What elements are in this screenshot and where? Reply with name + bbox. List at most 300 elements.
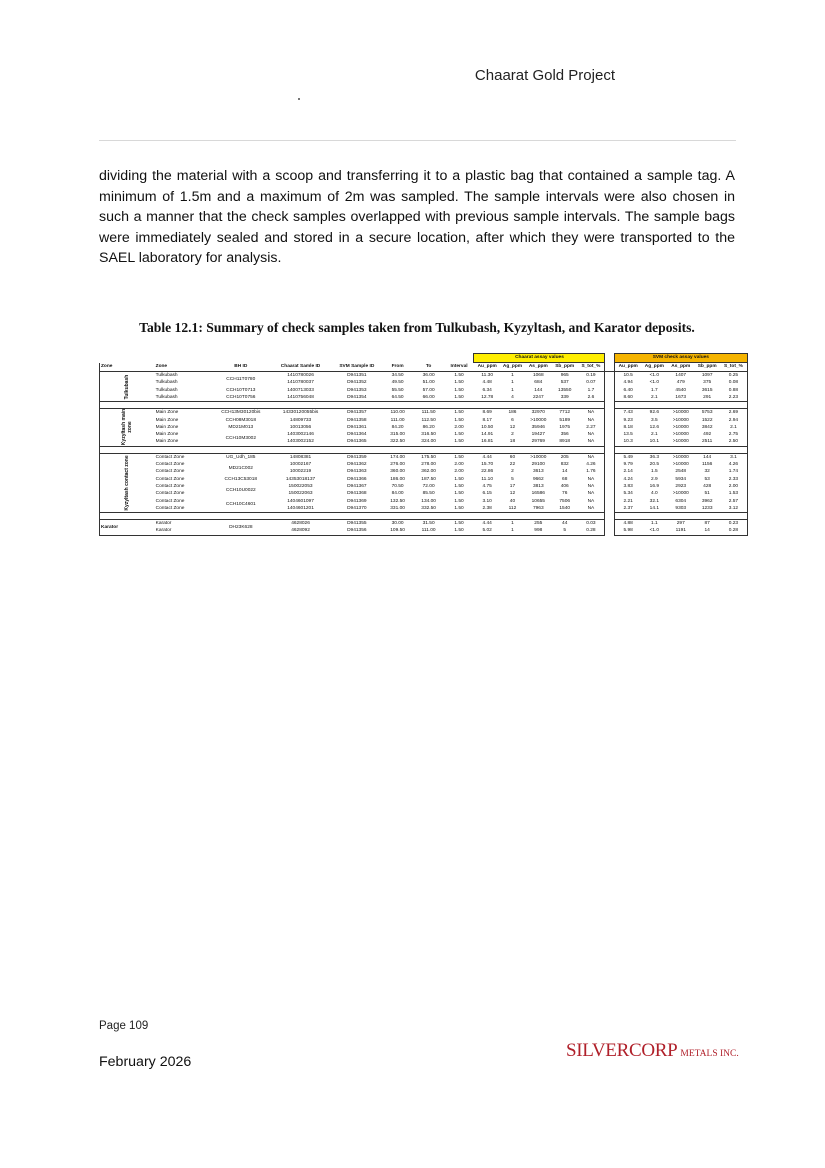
value-cell: 6 xyxy=(511,417,514,423)
value-cell: 1.50 xyxy=(444,505,474,513)
zone-name-cell: Tulkubash xyxy=(155,394,212,402)
table-spacer-cell xyxy=(332,402,383,409)
value-cell: 66.00 xyxy=(413,394,444,402)
value-cell: 1.1 xyxy=(642,520,667,528)
column-header: Sb_ppm xyxy=(552,363,577,372)
value-cell: 14330120055bis xyxy=(270,409,332,417)
value-cell: D941362 xyxy=(347,462,367,468)
table-spacer-cell xyxy=(720,513,748,520)
value-cell: 3.1 xyxy=(720,453,748,461)
table-spacer-row xyxy=(100,513,748,520)
column-header: Sb_ppm xyxy=(695,363,720,372)
zone-name-cell: Contact Zone xyxy=(155,476,185,482)
column-header: To xyxy=(413,363,444,372)
value-cell: 1191 xyxy=(667,527,695,535)
value-cell: 2.27 xyxy=(577,424,605,431)
value-cell: 4.44 xyxy=(474,520,500,528)
value-cell: 3.10 xyxy=(482,498,492,504)
zone-group-label: Kyzyltash main zone xyxy=(121,409,134,446)
value-cell: 84.20 xyxy=(391,424,404,430)
zone-group-cell xyxy=(100,453,155,512)
table-row xyxy=(100,409,748,417)
value-cell: 1.50 xyxy=(454,498,464,504)
silvercorp-logo xyxy=(566,1040,739,1062)
value-cell: 324.00 xyxy=(413,438,444,446)
value-cell: 1.74 xyxy=(720,468,748,475)
value-cell: 6.34 xyxy=(482,387,492,393)
value-cell: 362.00 xyxy=(421,469,436,475)
table-spacer-cell xyxy=(695,446,720,453)
value-cell: 5 xyxy=(552,527,577,535)
value-cell: 44 xyxy=(552,520,577,528)
value-cell: 1.50 xyxy=(454,483,464,489)
check-samples-table xyxy=(99,353,748,536)
value-cell: 20.5 xyxy=(649,462,660,468)
value-cell: 8918 xyxy=(552,438,577,446)
value-cell: 16.9 xyxy=(649,483,660,489)
table-gap-cell xyxy=(605,379,614,386)
table-spacer-cell xyxy=(577,513,605,520)
value-cell: 2.00 xyxy=(720,483,748,490)
bh-id-cell: CCH10T0756 xyxy=(212,394,269,402)
bh-id-cell: DH23K628 xyxy=(212,520,269,536)
value-cell: 7.43 xyxy=(614,409,642,417)
table-spacer-cell xyxy=(525,402,553,409)
value-cell: 297 xyxy=(667,520,695,528)
value-cell: 144 xyxy=(534,387,543,393)
column-header: Ag_ppm xyxy=(500,363,524,372)
header-divider xyxy=(99,140,736,141)
value-cell: 1540 xyxy=(552,505,577,513)
bh-id-cell: CCH11T0780 xyxy=(212,372,269,387)
value-cell: 0.25 xyxy=(720,372,748,380)
value-cell: 0.19 xyxy=(577,372,605,380)
zone-name-cell: Contact Zone xyxy=(155,453,212,461)
table-gap-cell xyxy=(605,468,614,475)
value-cell: 1404601097 xyxy=(287,498,314,504)
value-cell: 16.81 xyxy=(474,438,500,446)
value-cell: NA xyxy=(577,476,605,483)
table-spacer-cell xyxy=(605,446,614,453)
table-spacer-cell xyxy=(100,402,155,409)
table-row xyxy=(100,527,748,535)
value-cell: 84.00 xyxy=(391,491,404,497)
value-cell: 17 xyxy=(509,483,516,489)
value-cell: >10000 xyxy=(667,409,695,417)
logo-sub-text: METALS INC. xyxy=(680,1049,739,1059)
table-gap-cell xyxy=(605,476,614,483)
value-cell: 10655 xyxy=(531,498,545,504)
zone-name-cell: Contact Zone xyxy=(155,483,185,489)
value-cell: >10000 xyxy=(672,417,689,423)
value-cell: NA xyxy=(577,438,605,446)
table-spacer-cell xyxy=(667,402,695,409)
value-cell: 10013056 xyxy=(289,424,312,430)
value-cell: 57.00 xyxy=(422,387,435,393)
value-cell: 174.00 xyxy=(382,453,413,461)
value-cell: 2923 xyxy=(675,483,687,489)
value-cell: D941353 xyxy=(347,387,367,393)
value-cell: 4628026 xyxy=(270,520,332,528)
value-cell: 4540 xyxy=(675,387,687,393)
value-cell: D941363 xyxy=(347,469,367,475)
bh-id-cell: CCH10T0713 xyxy=(226,387,256,393)
value-cell: 8.69 xyxy=(474,409,500,417)
zone-name-cell: Main Zone xyxy=(155,417,179,423)
value-cell: 2.94 xyxy=(720,416,748,423)
table-gap-cell xyxy=(605,416,614,423)
value-cell: 360.00 xyxy=(390,469,405,475)
value-cell: 4.26 xyxy=(720,461,748,468)
value-cell: 12.6 xyxy=(649,424,660,430)
value-cell: 9662 xyxy=(532,476,544,482)
value-cell: D941359 xyxy=(332,453,383,461)
value-cell: 110.00 xyxy=(382,409,413,417)
value-cell: 14353018137 xyxy=(285,476,316,482)
bh-id-cell: CCH13M30120bis xyxy=(212,409,269,417)
value-cell: 32.1 xyxy=(649,498,660,504)
value-cell: 2.38 xyxy=(474,505,500,513)
table-spacer-cell xyxy=(444,402,474,409)
value-cell: 186 xyxy=(500,409,524,417)
table-spacer-cell xyxy=(500,402,524,409)
value-cell: 70.50 xyxy=(391,483,404,489)
table-gap-cell xyxy=(605,394,614,402)
table-spacer-cell xyxy=(444,446,474,453)
table-spacer-cell xyxy=(155,446,212,453)
value-cell: >10000 xyxy=(672,424,689,430)
value-cell: 7506 xyxy=(559,498,571,504)
value-cell: 92.6 xyxy=(642,409,667,417)
value-cell: 9.23 xyxy=(614,416,642,423)
value-cell: 406 xyxy=(560,483,569,489)
value-cell: 12 xyxy=(509,424,516,430)
zone-name-cell: Tulkubash xyxy=(155,380,178,386)
table-spacer-cell xyxy=(444,513,474,520)
samples-grid xyxy=(99,353,748,536)
table-spacer-cell xyxy=(605,513,614,520)
value-cell: 112.50 xyxy=(421,417,436,423)
value-cell: 12 xyxy=(509,491,516,497)
zone-name-cell: Main Zone xyxy=(155,424,179,430)
value-cell: 2548 xyxy=(675,469,687,475)
table-spacer-cell xyxy=(605,402,614,409)
body-paragraph: dividing the material with a scoop and transferring it to a plastic bag that contained a sample tag. A minimum of 1.5m and a maximum of 2m was sampled. The sample intervals were also chosen in such a manner that the check samples overlapped with previous sample intervals. The sample bags were immediately sealed and stored in a secure location, after which they were transported to the SAEL laboratory for analysis. xyxy=(99,168,735,266)
value-cell: 2.00 xyxy=(454,469,464,475)
zone-name-cell: Tulkubash xyxy=(155,372,212,380)
table-spacer-cell xyxy=(720,402,748,409)
value-cell: D941365 xyxy=(332,438,383,446)
value-cell: 31.50 xyxy=(413,520,444,528)
value-cell: 315.00 xyxy=(390,432,405,438)
bh-id-cell: CCH10C4601 xyxy=(212,497,269,512)
value-cell: 1156 xyxy=(702,462,713,468)
value-cell: 492 xyxy=(703,432,712,438)
table-gap-cell xyxy=(605,372,614,380)
value-cell: 68 xyxy=(562,476,568,482)
value-cell: 3813 xyxy=(532,483,544,489)
value-cell: 1.5 xyxy=(651,469,658,475)
value-cell: D941352 xyxy=(347,380,367,386)
value-cell: 11.30 xyxy=(474,372,500,380)
column-header: S_tot_% xyxy=(720,363,748,372)
value-cell: 2511 xyxy=(695,438,720,446)
zone-name-cell: Contact Zone xyxy=(155,491,185,497)
value-cell: 2.6 xyxy=(577,394,605,402)
table-spacer-cell xyxy=(474,446,500,453)
column-header: Interval xyxy=(444,363,474,372)
value-cell: 13550 xyxy=(558,387,572,393)
value-cell: 1 xyxy=(500,527,524,535)
table-gap-cell xyxy=(605,490,614,497)
footer-date: February 2026 xyxy=(99,1054,192,1070)
value-cell: 278.00 xyxy=(421,462,436,468)
value-cell: <1.0 xyxy=(642,372,667,380)
value-cell: 1.7 xyxy=(651,387,658,393)
value-cell: 36.00 xyxy=(413,372,444,380)
value-cell: 111.50 xyxy=(413,409,444,417)
value-cell: <1.0 xyxy=(642,527,667,535)
value-cell: D941355 xyxy=(332,520,383,528)
value-cell: 4.88 xyxy=(614,520,642,528)
value-cell: 2.37 xyxy=(614,505,642,513)
value-cell: 22.86 xyxy=(481,469,494,475)
table-spacer-cell xyxy=(525,513,553,520)
table-spacer-cell xyxy=(642,402,667,409)
value-cell: 332.50 xyxy=(413,505,444,513)
value-cell: 2.75 xyxy=(720,431,748,438)
value-cell: D941357 xyxy=(332,409,383,417)
table-gap-cell xyxy=(605,505,614,513)
table-row xyxy=(100,416,748,423)
value-cell: 2.33 xyxy=(720,476,748,483)
value-cell: 10.50 xyxy=(481,424,494,430)
value-cell: D941358 xyxy=(347,417,367,423)
value-cell: 175.50 xyxy=(413,453,444,461)
value-cell: 1400713033 xyxy=(287,387,314,393)
value-cell: 150022053 xyxy=(288,483,313,489)
value-cell: NA xyxy=(577,490,605,497)
value-cell: 87 xyxy=(695,520,720,528)
table-group-header-row xyxy=(100,354,748,363)
column-header: S_tot_% xyxy=(577,363,605,372)
value-cell: 356 xyxy=(560,432,569,438)
value-cell: 479 xyxy=(676,380,685,386)
value-cell: 10002167 xyxy=(289,462,312,468)
table-spacer-cell xyxy=(212,446,269,453)
value-cell: 150022063 xyxy=(288,491,313,497)
value-cell: 2.23 xyxy=(720,394,748,402)
value-cell: 322.50 xyxy=(382,438,413,446)
value-cell: 11.10 xyxy=(481,476,494,482)
value-cell: 1.50 xyxy=(444,527,474,535)
column-header: As_ppm xyxy=(667,363,695,372)
value-cell: 1.53 xyxy=(720,490,748,497)
value-cell: 5753 xyxy=(695,409,720,417)
value-cell: 6.15 xyxy=(482,491,492,497)
table-spacer-cell xyxy=(642,446,667,453)
value-cell: 55.50 xyxy=(391,387,404,393)
value-cell: 205 xyxy=(552,453,577,461)
value-cell: 9.79 xyxy=(614,461,642,468)
value-cell: 60 xyxy=(500,453,524,461)
value-cell: 1.50 xyxy=(444,394,474,402)
value-cell: 30.00 xyxy=(382,520,413,528)
value-cell: 339 xyxy=(552,394,577,402)
value-cell: NA xyxy=(577,497,605,504)
table-spacer-cell xyxy=(525,446,553,453)
table-gap-cell xyxy=(605,527,614,535)
table-row xyxy=(100,476,748,483)
column-header: From xyxy=(382,363,413,372)
value-cell: 428 xyxy=(703,483,712,489)
value-cell: NA xyxy=(577,409,605,417)
value-cell: 5934 xyxy=(675,476,687,482)
zone-group-label: Karator xyxy=(101,524,119,530)
value-cell: 0.03 xyxy=(577,520,605,528)
value-cell: 4.75 xyxy=(482,483,492,489)
zone-group-cell xyxy=(100,409,155,446)
value-cell: 14 xyxy=(695,527,720,535)
table-spacer-cell xyxy=(577,402,605,409)
value-cell: 1.50 xyxy=(454,476,464,482)
table-spacer-cell xyxy=(695,513,720,520)
zone-name-cell: Contact Zone xyxy=(155,462,185,468)
value-cell: 0.88 xyxy=(720,387,748,394)
value-cell: 4 xyxy=(500,394,524,402)
value-cell: 4628092 xyxy=(270,527,332,535)
value-cell: D941368 xyxy=(347,491,367,497)
value-cell: D941364 xyxy=(347,432,367,438)
value-cell: D941351 xyxy=(332,372,383,380)
value-cell: 1 xyxy=(500,372,524,380)
value-cell: 291 xyxy=(695,394,720,402)
value-cell: 5 xyxy=(511,476,514,482)
value-cell: 8.17 xyxy=(482,417,492,423)
value-cell: 3962 xyxy=(701,498,713,504)
value-cell: NA xyxy=(577,431,605,438)
table-spacer-row xyxy=(100,446,748,453)
value-cell: 109.50 xyxy=(382,527,413,535)
bh-id-cell: CCH08M3018 xyxy=(225,417,256,423)
value-cell: 3615 xyxy=(701,387,713,393)
value-cell: D941367 xyxy=(347,483,367,489)
table-row xyxy=(100,438,748,446)
value-cell: 998 xyxy=(525,527,553,535)
value-cell: 4.94 xyxy=(614,379,642,386)
value-cell: 1522 xyxy=(701,417,713,423)
value-cell: >10000 xyxy=(672,462,689,468)
value-cell: 2 xyxy=(511,432,514,438)
table-row xyxy=(100,424,748,431)
value-cell: 2247 xyxy=(525,394,553,402)
table-gap-cell xyxy=(605,363,614,372)
table-spacer-cell xyxy=(155,513,212,520)
value-cell: 1403002146 xyxy=(287,432,314,438)
group-svm-header: SVM check assay values xyxy=(614,354,747,363)
value-cell: 1.50 xyxy=(444,520,474,528)
column-header: Zone xyxy=(155,363,212,372)
header-title: Chaarat Gold Project xyxy=(474,67,615,84)
table-spacer-cell xyxy=(382,402,413,409)
value-cell: 1975 xyxy=(559,424,571,430)
table-row xyxy=(100,490,748,497)
table-gap-cell xyxy=(605,497,614,504)
value-cell: 10.5 xyxy=(614,372,642,380)
value-cell: 9303 xyxy=(667,505,695,513)
value-cell: 4.48 xyxy=(482,380,492,386)
table-row xyxy=(100,505,748,513)
zone-name-cell: Contact Zone xyxy=(155,498,185,504)
value-cell: 1.50 xyxy=(444,372,474,380)
table-row xyxy=(100,387,748,394)
value-cell: 1.50 xyxy=(454,417,464,423)
bh-id-cell: CCH10U0022 xyxy=(225,487,256,493)
value-cell: 10.1 xyxy=(642,438,667,446)
column-header: As_ppm xyxy=(525,363,553,372)
value-cell: 316.50 xyxy=(421,432,436,438)
value-cell: 86.20 xyxy=(422,424,435,430)
value-cell: 1673 xyxy=(667,394,695,402)
value-cell: 16586 xyxy=(531,491,545,497)
value-cell: 5.02 xyxy=(474,527,500,535)
value-cell: 1.76 xyxy=(577,468,605,475)
table-spacer-cell xyxy=(413,446,444,453)
zone-name-cell: Main Zone xyxy=(155,438,212,446)
table-spacer-cell xyxy=(270,402,332,409)
table-spacer-cell xyxy=(695,402,720,409)
value-cell: 537 xyxy=(560,380,569,386)
value-cell: NA xyxy=(577,416,605,423)
table-spacer-cell xyxy=(332,513,383,520)
column-header: Chaarat Samle ID xyxy=(270,363,332,372)
table-gap-cell xyxy=(605,354,614,363)
zone-group-label: Tulkubash xyxy=(124,374,131,399)
column-header: Zone xyxy=(100,363,155,372)
value-cell: >10000 xyxy=(525,453,553,461)
value-cell: 85.50 xyxy=(422,491,435,497)
value-cell: D941361 xyxy=(347,424,367,430)
value-cell: 0.07 xyxy=(577,379,605,386)
table-gap-cell xyxy=(605,424,614,431)
value-cell: 3842 xyxy=(701,424,713,430)
value-cell: 255 xyxy=(525,520,553,528)
table-spacer-cell xyxy=(720,446,748,453)
value-cell: 1 xyxy=(511,380,514,386)
value-cell: 53 xyxy=(704,476,710,482)
table-spacer-cell xyxy=(500,513,524,520)
value-cell: 3.12 xyxy=(720,505,748,513)
value-cell: >10000 xyxy=(530,417,547,423)
zone-name-cell: Main Zone xyxy=(155,409,212,417)
table-spacer-cell xyxy=(552,513,577,520)
value-cell: 14 xyxy=(562,469,568,475)
value-cell: >10000 xyxy=(672,432,689,438)
value-cell: 0.08 xyxy=(720,379,748,386)
table-spacer-cell xyxy=(500,446,524,453)
page-number: Page 109 xyxy=(99,1020,149,1032)
value-cell: 1410780037 xyxy=(287,380,314,386)
table-gap-cell xyxy=(605,461,614,468)
value-cell: 2.21 xyxy=(614,497,642,504)
value-cell: 0.28 xyxy=(720,527,748,535)
column-header: Au_ppm xyxy=(474,363,500,372)
value-cell: 2.9 xyxy=(651,476,658,482)
value-cell: 4.26 xyxy=(577,461,605,468)
value-cell: 32 xyxy=(704,469,710,475)
table-spacer-cell xyxy=(332,446,383,453)
table-gap-cell xyxy=(605,438,614,446)
